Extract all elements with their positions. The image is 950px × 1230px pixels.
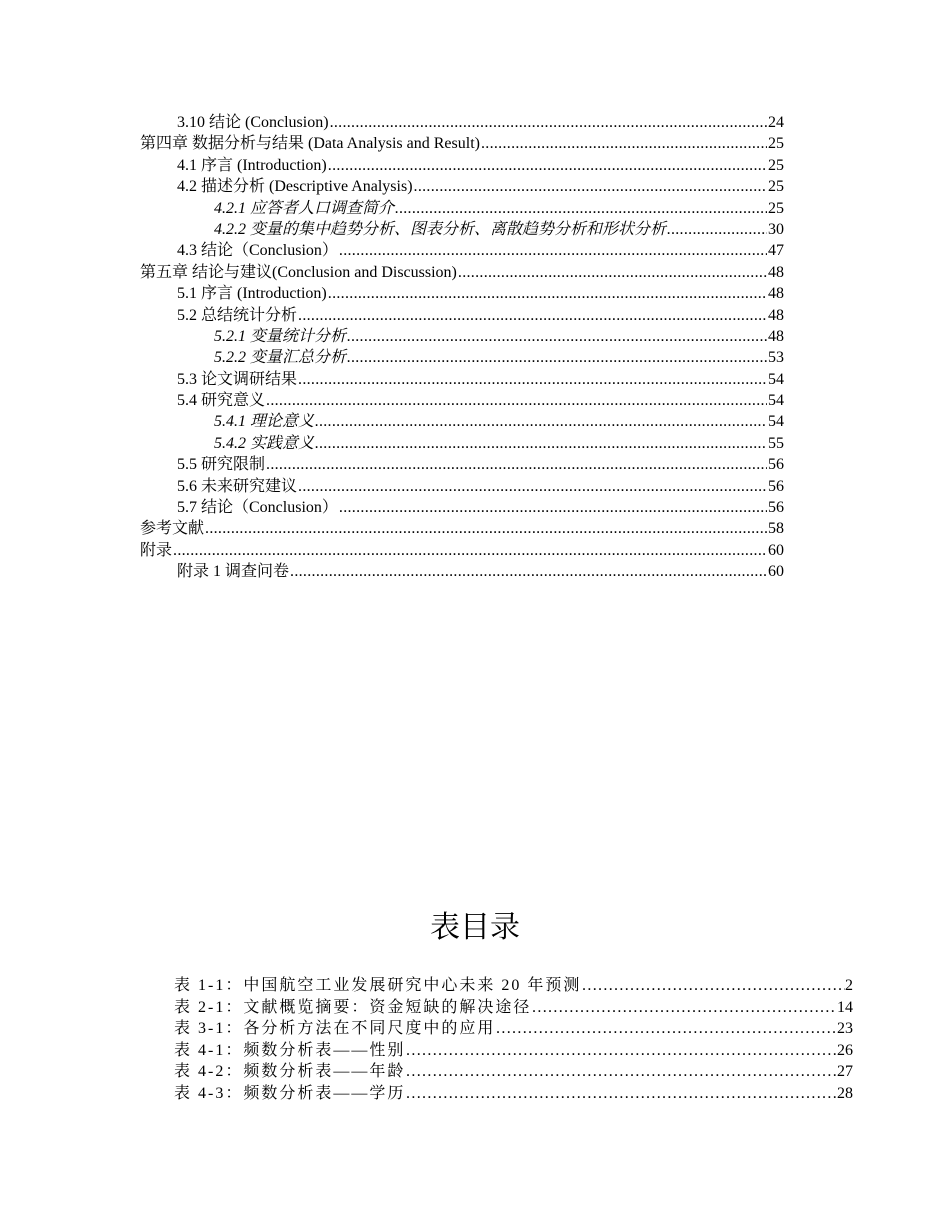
dot-leader bbox=[328, 283, 767, 304]
dot-leader bbox=[481, 133, 767, 154]
toc-entry-label: 附录 bbox=[140, 541, 173, 559]
table-entry-page: 14 bbox=[837, 998, 853, 1016]
dot-leader bbox=[290, 561, 767, 582]
toc-entry-page: 56 bbox=[768, 477, 784, 495]
toc-entry-label: 第四章 数据分析与结果 (Data Analysis and Result) bbox=[140, 135, 480, 153]
toc-entry[interactable] bbox=[140, 347, 784, 368]
dot-leader bbox=[315, 433, 767, 454]
dot-leader bbox=[339, 240, 767, 261]
toc-entry-page: 54 bbox=[768, 370, 784, 388]
toc-entry-page: 48 bbox=[768, 327, 784, 345]
toc-entry-label: 4.1 序言 (Introduction) bbox=[177, 156, 327, 174]
dot-leader bbox=[298, 305, 767, 326]
toc-entry[interactable] bbox=[140, 369, 784, 390]
dot-leader bbox=[667, 219, 767, 240]
toc-entry-label: 5.4.2 实践意义 bbox=[214, 434, 315, 452]
table-entry[interactable] bbox=[174, 1018, 853, 1040]
toc-entry-page: 25 bbox=[768, 156, 784, 174]
toc-entry[interactable] bbox=[140, 198, 784, 219]
toc-entry-label: 3.10 结论 (Conclusion) bbox=[177, 114, 329, 131]
table-entry-page: 26 bbox=[837, 1041, 853, 1059]
toc-entry[interactable] bbox=[140, 133, 784, 154]
toc-entry[interactable] bbox=[140, 262, 784, 283]
list-of-tables-heading: 表目录 bbox=[430, 910, 520, 945]
toc-entry-label: 参考文献 bbox=[140, 520, 205, 538]
dot-leader bbox=[266, 454, 767, 475]
toc-entry-page: 48 bbox=[768, 263, 784, 281]
toc-entry[interactable] bbox=[140, 176, 784, 197]
table-entry-page: 23 bbox=[837, 1020, 853, 1038]
toc-entry-page: 60 bbox=[768, 563, 784, 581]
dot-leader bbox=[173, 540, 767, 561]
dot-leader bbox=[531, 997, 837, 1019]
table-entry-page: 28 bbox=[837, 1084, 853, 1102]
toc-entry-page: 25 bbox=[768, 199, 784, 217]
toc-entry[interactable] bbox=[140, 411, 784, 432]
table-entry-page: 2 bbox=[845, 977, 853, 994]
dot-leader bbox=[205, 518, 767, 539]
table-entry-label: 表 4-1：频数分析表——性别 bbox=[174, 1041, 406, 1059]
dot-leader bbox=[495, 1018, 837, 1040]
dot-leader bbox=[328, 155, 767, 176]
toc-entry[interactable] bbox=[140, 497, 784, 518]
toc-entry[interactable] bbox=[140, 476, 784, 497]
toc-entry[interactable] bbox=[140, 219, 784, 240]
dot-leader bbox=[315, 411, 767, 432]
toc-entry-label: 4.2 描述分析 (Descriptive Analysis) bbox=[177, 178, 413, 196]
toc-entry-label: 附录 1 调查问卷 bbox=[177, 563, 290, 581]
toc-entry-label: 5.2 总结统计分析 bbox=[177, 306, 298, 324]
dot-leader bbox=[405, 1040, 837, 1062]
toc-entry-page: 54 bbox=[768, 413, 784, 431]
toc-entry-label: 5.7 结论（Conclusion） bbox=[177, 499, 338, 517]
toc-entry[interactable] bbox=[140, 390, 784, 411]
toc-entry-page: 25 bbox=[768, 135, 784, 153]
dot-leader bbox=[298, 369, 767, 390]
toc-entry[interactable] bbox=[140, 561, 784, 582]
table-entry-label: 表 3-1：各分析方法在不同尺度中的应用 bbox=[174, 1020, 496, 1038]
toc-entry-page: 47 bbox=[768, 242, 784, 260]
toc-entry-page: 30 bbox=[768, 220, 784, 238]
table-entry-label: 表 4-3：频数分析表——学历 bbox=[174, 1084, 406, 1102]
table-entry[interactable] bbox=[174, 975, 853, 997]
toc-entry-page: 48 bbox=[768, 285, 784, 303]
toc-entry-page: 24 bbox=[768, 114, 784, 131]
dot-leader bbox=[330, 112, 767, 133]
dot-leader bbox=[298, 476, 767, 497]
table-of-contents bbox=[140, 112, 784, 583]
toc-entry-page: 58 bbox=[768, 520, 784, 538]
list-of-tables bbox=[174, 975, 853, 1105]
table-entry-label: 表 2-1：文献概览摘要：资金短缺的解决途径 bbox=[174, 998, 532, 1016]
toc-entry[interactable] bbox=[140, 433, 784, 454]
toc-entry-page: 25 bbox=[768, 178, 784, 196]
table-entry[interactable] bbox=[174, 1061, 853, 1083]
toc-entry[interactable] bbox=[140, 155, 784, 176]
dot-leader bbox=[458, 262, 767, 283]
dot-leader bbox=[405, 1083, 837, 1105]
table-entry[interactable] bbox=[174, 997, 853, 1019]
toc-entry-label: 5.2.1 变量统计分析 bbox=[214, 327, 347, 345]
toc-entry-label: 第五章 结论与建议(Conclusion and Discussion) bbox=[140, 263, 457, 281]
dot-leader bbox=[266, 390, 767, 411]
table-entry-page: 27 bbox=[837, 1063, 853, 1081]
toc-entry-label: 5.2.2 变量汇总分析 bbox=[214, 349, 347, 367]
dot-leader bbox=[395, 198, 767, 219]
table-entry-label: 表 1-1：中国航空工业发展研究中心未来 20 年预测 bbox=[174, 977, 582, 994]
dot-leader bbox=[347, 326, 767, 347]
toc-entry-label: 5.4.1 理论意义 bbox=[214, 413, 315, 431]
toc-entry-label: 5.4 研究意义 bbox=[177, 392, 266, 410]
toc-entry-label: 5.6 未来研究建议 bbox=[177, 477, 298, 495]
table-entry[interactable] bbox=[174, 1040, 853, 1062]
toc-entry-page: 54 bbox=[768, 392, 784, 410]
toc-entry[interactable] bbox=[140, 283, 784, 304]
table-entry[interactable] bbox=[174, 1083, 853, 1105]
toc-entry[interactable] bbox=[140, 454, 784, 475]
toc-entry-label: 4.3 结论（Conclusion） bbox=[177, 242, 338, 260]
toc-entry-page: 60 bbox=[768, 541, 784, 559]
toc-entry-label: 5.3 论文调研结果 bbox=[177, 370, 298, 388]
toc-entry[interactable] bbox=[140, 240, 784, 261]
toc-entry[interactable] bbox=[140, 305, 784, 326]
table-entry-label: 表 4-2：频数分析表——年龄 bbox=[174, 1063, 406, 1081]
dot-leader bbox=[405, 1061, 837, 1083]
toc-entry[interactable] bbox=[140, 540, 784, 561]
toc-entry-label: 4.2.1 应答者人口调查简介 bbox=[214, 199, 395, 217]
toc-entry-page: 56 bbox=[768, 499, 784, 517]
dot-leader bbox=[347, 347, 767, 368]
toc-entry[interactable] bbox=[140, 112, 784, 133]
toc-entry[interactable] bbox=[140, 326, 784, 347]
dot-leader bbox=[581, 975, 845, 997]
toc-entry-label: 5.5 研究限制 bbox=[177, 456, 266, 474]
toc-entry-page: 53 bbox=[768, 349, 784, 367]
toc-entry-page: 55 bbox=[768, 434, 784, 452]
toc-entry-label: 4.2.2 变量的集中趋势分析、图表分析、离散趋势分析和形状分析 bbox=[214, 220, 667, 238]
toc-entry-label: 5.1 序言 (Introduction) bbox=[177, 285, 327, 303]
dot-leader bbox=[339, 497, 767, 518]
toc-entry-page: 56 bbox=[768, 456, 784, 474]
toc-entry[interactable] bbox=[140, 518, 784, 539]
toc-entry-page: 48 bbox=[768, 306, 784, 324]
dot-leader bbox=[414, 176, 767, 197]
